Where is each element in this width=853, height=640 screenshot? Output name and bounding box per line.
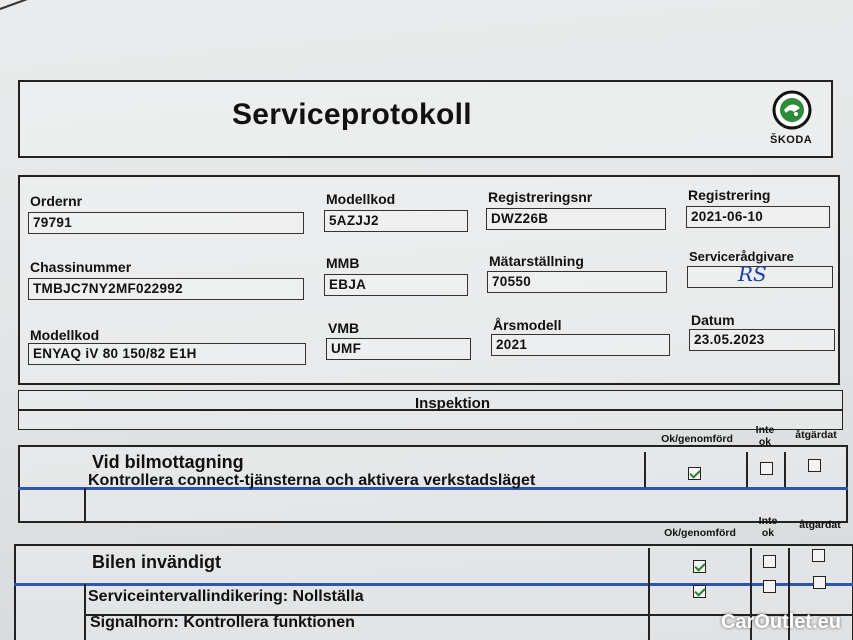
arsmodell-label: Årsmodell bbox=[493, 317, 562, 333]
row-divider-v bbox=[84, 584, 86, 640]
modellkod-2-label: Modellkod bbox=[30, 327, 100, 343]
inspektion-title: Inspektion bbox=[415, 395, 491, 412]
col-divider bbox=[644, 452, 646, 487]
modellkod-label: Modellkod bbox=[326, 191, 396, 207]
row-signalhorn: Signalhorn: Kontrollera funktionen bbox=[90, 614, 355, 631]
inspektion-band-bottom bbox=[18, 410, 843, 430]
col-inte-ok-header: Inte ok bbox=[755, 424, 775, 448]
col-inte-ok-header-2: Inte ok bbox=[758, 515, 778, 539]
checkbox-atgardat-signalhorn[interactable] bbox=[813, 576, 826, 589]
datum-field[interactable]: 23.05.2023 bbox=[689, 329, 835, 351]
col-divider bbox=[784, 452, 786, 487]
checkbox-ok-serviceintervall[interactable] bbox=[693, 560, 706, 573]
registreringsnr-label: Registreringsnr bbox=[488, 189, 593, 205]
vmb-label: VMB bbox=[328, 320, 360, 336]
skoda-logo-icon bbox=[772, 90, 812, 130]
row-divider bbox=[14, 583, 853, 586]
ordernr-field[interactable]: 79791 bbox=[28, 212, 304, 234]
chassinummer-field[interactable]: TMBJC7NY2MF022992 bbox=[28, 278, 304, 300]
col-ok-header-2: Ok/genomförd bbox=[664, 527, 736, 539]
col-divider bbox=[648, 548, 650, 640]
checkbox-inte-ok-signalhorn[interactable] bbox=[763, 580, 776, 593]
checkbox-atgardat-connect[interactable] bbox=[808, 459, 821, 472]
checkbox-inte-ok-connect[interactable] bbox=[760, 462, 773, 475]
row-serviceintervall: Serviceintervallindikering: Nollställa bbox=[88, 588, 364, 605]
checkbox-inte-ok-serviceintervall[interactable] bbox=[763, 555, 776, 568]
modellkod-2-field[interactable]: ENYAQ iV 80 150/82 E1H bbox=[28, 343, 306, 365]
col-atgardat-header-2: åtgärdat bbox=[799, 519, 841, 531]
section-title-vid-bilmottagning: Vid bilmottagning bbox=[92, 452, 244, 472]
registreringsnr-field[interactable]: DWZ26B bbox=[486, 208, 666, 230]
checkbox-atgardat-section-header[interactable] bbox=[812, 549, 825, 562]
modellkod-field[interactable]: 5AZJJ2 bbox=[324, 210, 468, 232]
mmb-field[interactable]: EBJA bbox=[324, 274, 468, 296]
serviceradgivare-handwriting: RS bbox=[738, 262, 767, 286]
mmb-label: MMB bbox=[326, 255, 360, 271]
ordernr-label: Ordernr bbox=[30, 193, 83, 209]
col-atgardat-header: åtgärdat bbox=[795, 429, 837, 441]
pen-mark bbox=[0, 0, 52, 10]
datum-label: Datum bbox=[691, 312, 735, 328]
registrering-label: Registrering bbox=[688, 187, 771, 203]
col-ok-header: Ok/genomförd bbox=[661, 433, 733, 445]
matarstallning-label: Mätarställning bbox=[489, 253, 584, 269]
vmb-field[interactable]: UMF bbox=[326, 338, 471, 360]
registrering-field[interactable]: 2021-06-10 bbox=[686, 206, 830, 228]
col-divider bbox=[746, 452, 748, 487]
section-title-bilen-invandigt: Bilen invändigt bbox=[92, 552, 222, 572]
chassinummer-label: Chassinummer bbox=[30, 259, 132, 275]
arsmodell-field[interactable]: 2021 bbox=[491, 334, 670, 356]
brand-name: ŠKODA bbox=[770, 134, 813, 146]
checkbox-ok-signalhorn[interactable] bbox=[693, 585, 706, 598]
matarstallning-field[interactable]: 70550 bbox=[487, 271, 667, 293]
row-connect-tjanster: Kontrollera connect-tjänsterna och aktivera verkstadsläget bbox=[88, 472, 536, 489]
serviceradgivare-label: Servicerådgivare bbox=[689, 249, 794, 264]
row-divider-v bbox=[84, 488, 86, 523]
checkbox-ok-connect[interactable] bbox=[688, 467, 701, 480]
page-title: Serviceprotokoll bbox=[232, 98, 472, 131]
watermark-text: CarOutlet.eu bbox=[720, 611, 841, 633]
